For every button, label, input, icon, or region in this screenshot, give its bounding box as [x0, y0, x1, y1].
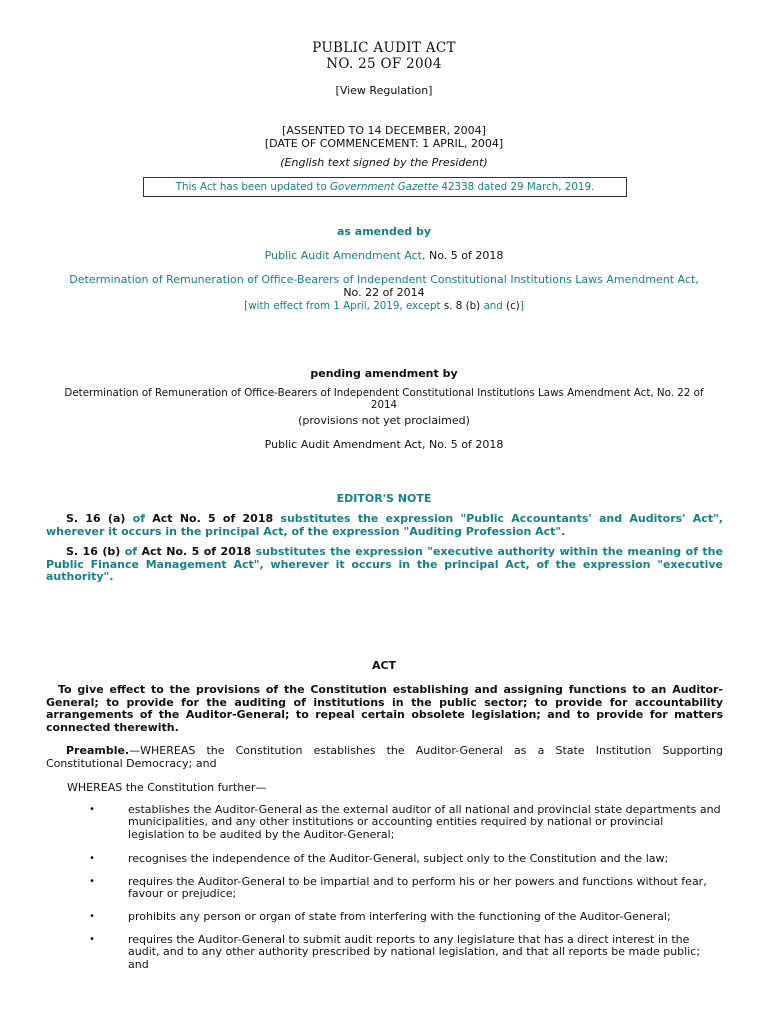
view-regulation-link[interactable]: [View Regulation] — [335, 84, 433, 97]
editors-note-1 — [46, 513, 723, 538]
effect-note — [0, 300, 768, 312]
update-notice-suffix: 42338 dated 29 March, 2019. — [438, 181, 595, 193]
preamble-bullet-5: requires the Auditor-General to submit audit reports to any legislature that has a direct interest in the audit, and to any other authority prescribed by national legislation, and that all reports be made public; and — [128, 933, 701, 971]
effect-close: ] — [519, 300, 524, 312]
preamble-label: Preamble. — [66, 744, 130, 757]
amending-act-1 — [0, 249, 768, 262]
commencement-date: [DATE OF COMMENCEMENT: 1 APRIL, 2004] — [264, 137, 504, 150]
note-2-text: substitutes the expression "executive authority within the meaning of the Public Finance Management Act", wherever it occurs in the principal Act, of the expression "executive authority". — [46, 545, 723, 583]
bullet-marker: • — [89, 934, 95, 945]
editors-note-heading: EDITOR'S NOTE — [336, 492, 432, 505]
update-notice-box — [143, 177, 627, 197]
effect-open: [ — [244, 300, 249, 312]
english-text-note: (English text signed by the President) — [280, 156, 488, 169]
note-1-section: S. 16 (a) — [66, 512, 126, 525]
effect-text: with effect from 1 April, 2019, except — [248, 300, 441, 312]
effect-section: s. 8 (b) — [440, 300, 484, 312]
amending-act-1-number: No. 5 of 2018 — [425, 249, 504, 262]
amending-act-2-number: No. 22 of 2014 — [343, 286, 425, 299]
act-title: PUBLIC AUDIT ACT — [312, 40, 456, 56]
effect-and: and — [483, 300, 503, 312]
bullet-marker: • — [89, 876, 95, 887]
note-1-text: substitutes the expression "Public Accountants' and Auditors' Act", wherever it occurs in the principal Act, of the expression "Auditing Profession Act". — [46, 512, 723, 538]
note-1-act: Act No. 5 of 2018 — [152, 512, 274, 525]
preamble-bullet-2: recognises the independence of the Auditor-General, subject only to the Constitution and the law; — [128, 852, 669, 865]
bullet-marker: • — [89, 911, 95, 922]
note-2-section: S. 16 (b) — [66, 545, 121, 558]
pending-amendment-heading: pending amendment by — [310, 367, 458, 380]
preamble-bullet-1: establishes the Auditor-General as the external auditor of all national and provincial state departments and municipalities, and any other institutions or accounting entities required by national or provincial legislation to be audited by the Auditor-General; — [128, 803, 721, 841]
long-title: To give effect to the provisions of the Constitution establishing and assigning functions to an Auditor-General; to provide for the auditing of institutions in the public sector; to provide for accountability arrangements of the Auditor-General; to repeal certain obsolete legislation; and to provide for matters connected therewith. — [46, 683, 723, 734]
preamble-bullet-4: prohibits any person or organ of state from interfering with the functioning of the Auditor-General; — [128, 910, 671, 923]
pending-act-1-line1: Determination of Remuneration of Office-Bearers of Independent Constitutional Institutions Laws Amendment Act, No. 22 of — [64, 387, 704, 399]
preamble-bullet-3: requires the Auditor-General to be impartial and to perform his or her powers and functions without fear, favour or prejudice; — [128, 875, 707, 901]
as-amended-heading: as amended by — [336, 225, 432, 238]
amending-act-1-link[interactable]: Public Audit Amendment Act, — [264, 249, 426, 262]
pending-act-2: Public Audit Amendment Act, No. 5 of 2018 — [264, 438, 504, 451]
amending-act-2-link[interactable]: Determination of Remuneration of Office-Bearers of Independent Constitutional Institutions Laws Amendment Act, — [69, 273, 699, 286]
not-proclaimed-note: (provisions not yet proclaimed) — [298, 414, 470, 427]
update-notice-prefix: This Act has been updated to — [175, 181, 331, 193]
note-1-of: of — [125, 512, 153, 525]
effect-c: (c) — [502, 300, 520, 312]
gazette-name: Government Gazette — [330, 181, 439, 193]
act-heading: ACT — [371, 659, 397, 672]
whereas-further: WHEREAS the Constitution further— — [67, 781, 267, 794]
bullet-marker: • — [89, 804, 95, 815]
editors-note-2 — [46, 546, 723, 584]
act-number: NO. 25 OF 2004 — [326, 56, 442, 72]
preamble — [46, 745, 723, 770]
bullet-marker: • — [89, 853, 95, 864]
assented-date: [ASSENTED TO 14 DECEMBER, 2004] — [282, 124, 486, 137]
preamble-text: —WHEREAS the Constitution establishes the Auditor-General as a State Institution Supporting Constitutional Democracy; and — [46, 744, 723, 770]
note-2-act: Act No. 5 of 2018 — [141, 545, 252, 558]
pending-act-1-line2: 2014 — [370, 399, 398, 411]
note-2-of: of — [120, 545, 142, 558]
